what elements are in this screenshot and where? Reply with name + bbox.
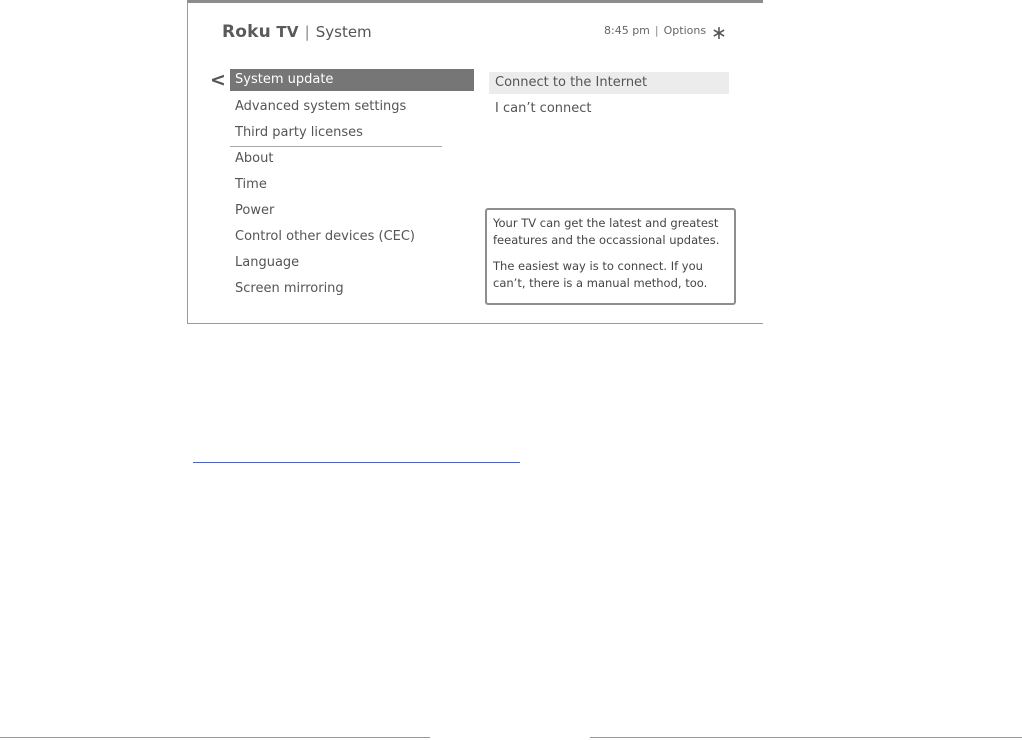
brand-header: [222, 22, 372, 44]
status-separator: |: [654, 24, 659, 37]
submenu-item-cant-connect[interactable]: I can’t connect: [495, 101, 592, 116]
menu-item-control-other-devices[interactable]: Control other devices (CEC): [235, 229, 416, 244]
clock-time: 8:45 pm: [604, 24, 650, 37]
options-label[interactable]: Options: [663, 24, 707, 37]
submenu-item-connect-internet[interactable]: Connect to the Internet: [489, 72, 729, 94]
logo-text-roku: Roku: [222, 22, 271, 42]
system-update-submenu: [489, 72, 729, 124]
roku-logo: [222, 22, 299, 42]
menu-item-language[interactable]: Language: [235, 255, 300, 270]
link-underline[interactable]: [193, 462, 520, 463]
chevron-left-icon[interactable]: <: [210, 69, 226, 91]
logo-text-tv: TV: [276, 23, 299, 41]
menu-item-power[interactable]: Power: [235, 203, 275, 218]
settings-menu: [230, 69, 474, 303]
menu-item-screen-mirroring[interactable]: Screen mirroring: [235, 281, 344, 296]
menu-item-time[interactable]: Time: [235, 177, 267, 192]
menu-item-about[interactable]: About: [235, 151, 274, 166]
menu-item-third-party-licenses[interactable]: Third party licenses: [230, 121, 442, 147]
menu-item-advanced-system-settings[interactable]: Advanced system settings: [235, 99, 407, 114]
header-separator: |: [304, 23, 310, 41]
tv-screen: [187, 0, 763, 324]
footer-rule-right: [590, 737, 1022, 738]
status-bar: [604, 22, 727, 44]
page-title: System: [315, 23, 372, 41]
help-text-box: [485, 208, 736, 305]
menu-item-system-update[interactable]: System update: [230, 69, 474, 91]
help-paragraph-1: Your TV can get the latest and greatest feeatures and the occassional updates.: [493, 216, 720, 247]
asterisk-icon[interactable]: ∗: [711, 22, 727, 44]
help-paragraph-2: The easiest way is to connect. If you can’t, there is a manual method, too.: [493, 259, 708, 290]
footer-rule-left: [0, 737, 430, 738]
